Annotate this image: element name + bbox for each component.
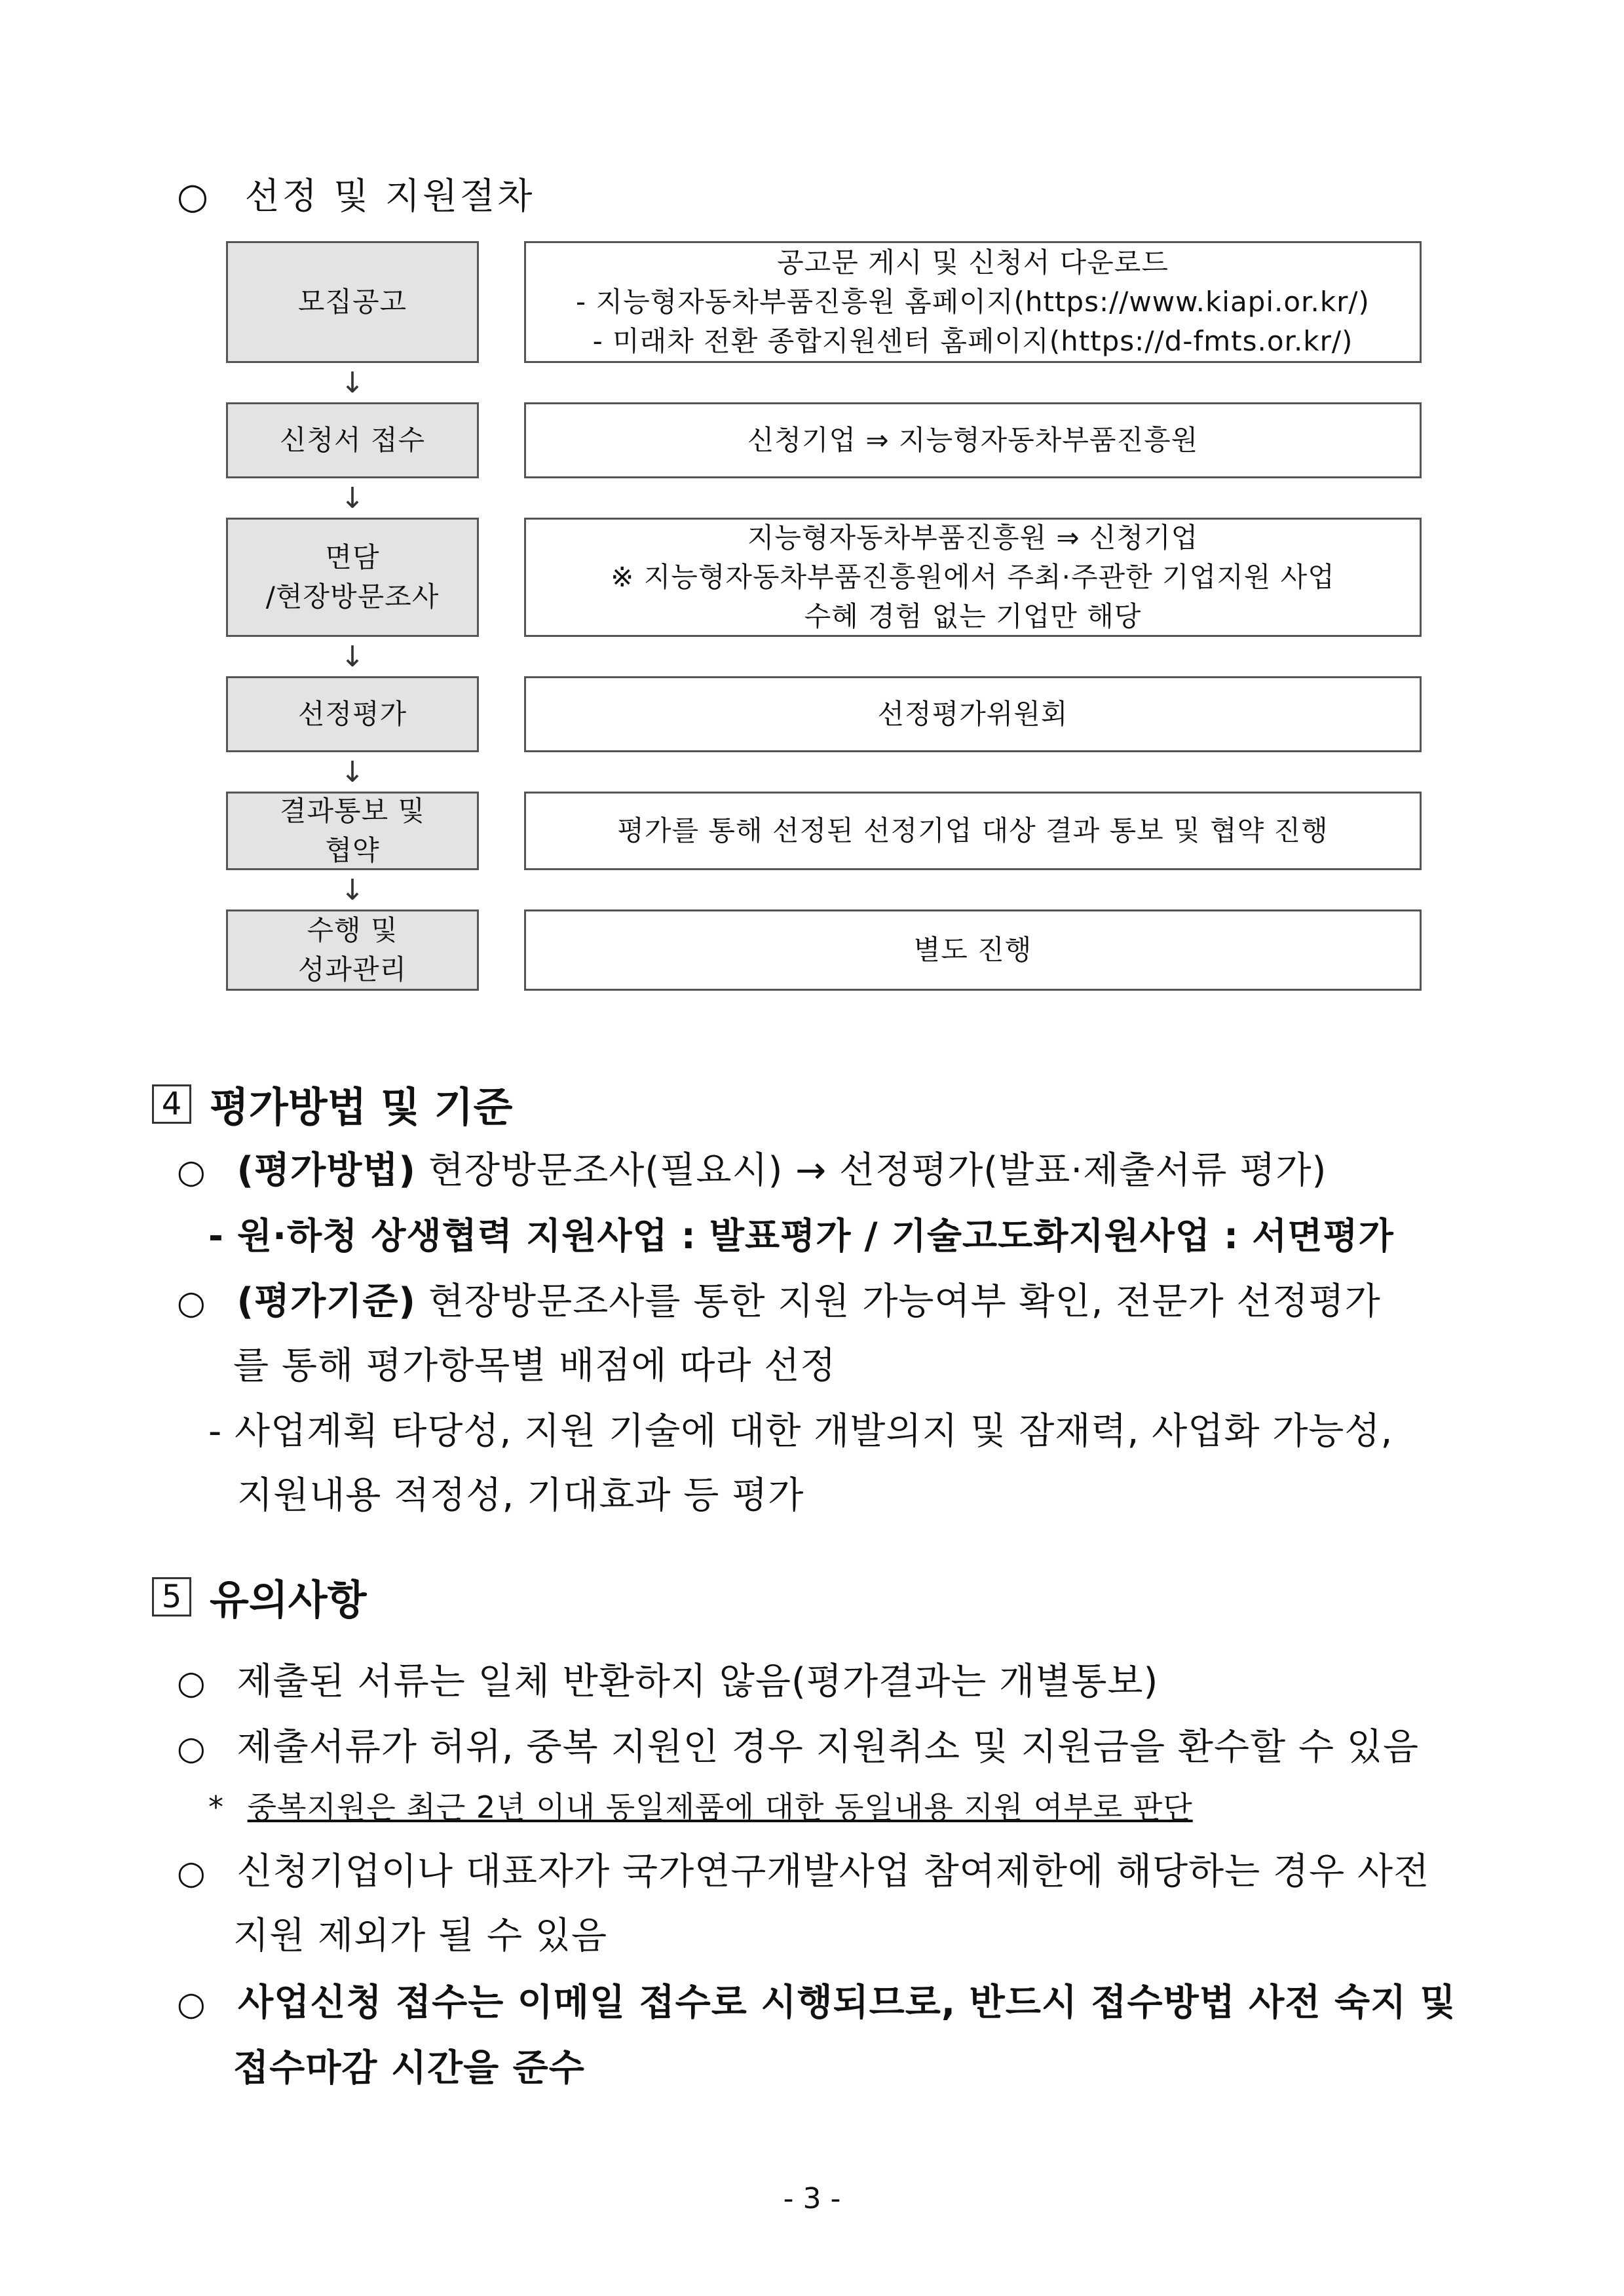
notice-item-3 [177, 1843, 1429, 1895]
step-desc-line: - 지능형자동차부품진흥원 홈페이지(https://www.kiapi.or.kr/) [576, 286, 1370, 318]
step-desc-box [524, 241, 1422, 363]
footnote-mark: * [208, 1789, 224, 1825]
step-desc-box [524, 676, 1422, 752]
footnote-text: 중복지원은 최근 2년 이내 동일제품에 대한 동일내용 지원 여부로 판단 [247, 1789, 1193, 1825]
step-desc-box [524, 909, 1422, 991]
procedure-title: 선정 및 지원절차 [244, 175, 535, 217]
step-desc-line: 선정평가위원회 [877, 698, 1068, 730]
step-box [226, 792, 479, 870]
step-desc-line: 신청기업 ⇒ 지능형자동차부품진흥원 [747, 424, 1199, 456]
step-box [226, 241, 479, 363]
page-number: - 3 - [783, 2182, 841, 2215]
down-arrow-icon: ↓ [340, 755, 365, 789]
step-desc-line: 평가를 통해 선정된 선정기업 대상 결과 통보 및 협약 진행 [617, 814, 1329, 847]
step-desc-box [524, 792, 1422, 870]
flow-step-agreement [226, 792, 1422, 870]
bullet-circle: ○ [177, 175, 211, 217]
step-box [226, 518, 479, 637]
eval-method-line [177, 1141, 1327, 1194]
section-heading: 유의사항 [210, 1576, 367, 1624]
bullet-circle: ○ [177, 1854, 206, 1892]
eval-method-text: 현장방문조사(필요시) → 선정평가(발표·제출서류 평가) [416, 1149, 1327, 1192]
step-desc-line: - 미래차 전환 종합지원센터 홈페이지(https://d-fmts.or.kr/) [592, 325, 1353, 357]
bullet-circle: ○ [177, 1985, 206, 2023]
flow-step-application [226, 402, 1422, 478]
step-desc-box [524, 518, 1422, 637]
step-label: 수행 및 [307, 914, 398, 946]
flow-step-management [226, 909, 1422, 991]
step-label: /현장방문조사 [265, 581, 440, 613]
step-label: 신청서 접수 [279, 424, 426, 456]
eval-criteria-sub: - 사업계획 타당성, 지원 기술에 대한 개발의지 및 잠재력, 사업화 가능성, [208, 1410, 1393, 1453]
section-heading: 평가방법 및 기준 [210, 1083, 513, 1131]
bullet-circle: ○ [177, 1664, 206, 1702]
step-label: 면담 [325, 541, 380, 573]
step-label: 성과관리 [297, 953, 407, 985]
notice-text: 신청기업이나 대표자가 국가연구개발사업 참여제한에 해당하는 경우 사전 [236, 1850, 1430, 1893]
eval-criteria-sub-cont: 지원내용 적정성, 기대효과 등 평가 [237, 1474, 804, 1517]
section-4-title [152, 1075, 512, 1133]
notice-text: 제출된 서류는 일체 반환하지 않음(평가결과는 개별통보) [236, 1660, 1159, 1703]
flow-step-recruit [226, 241, 1422, 363]
notice-text: 사업신청 접수는 이메일 접수로 시행되므로, 반드시 접수방법 사전 숙지 및 [238, 1981, 1456, 2024]
procedure-flowchart [226, 241, 1422, 991]
eval-criteria-text: 현장방문조사를 통한 지원 가능여부 확인, 전문가 선정평가 [416, 1280, 1381, 1323]
bullet-circle: ○ [177, 1153, 206, 1191]
bullet-circle: ○ [177, 1729, 206, 1767]
step-label: 협약 [325, 834, 380, 866]
notice-item-4 [177, 1974, 1456, 2026]
step-label: 모집공고 [297, 286, 407, 318]
down-arrow-icon: ↓ [340, 481, 365, 515]
step-label: 결과통보 및 [279, 795, 426, 827]
notice-item-1 [177, 1653, 1158, 1705]
eval-method-sub: - 원·하청 상생협력 지원사업 : 발표평가 / 기술고도화지원사업 : 서면평가 [208, 1215, 1394, 1257]
step-box [226, 909, 479, 991]
section-5-title [152, 1567, 367, 1626]
step-label: 선정평가 [297, 698, 407, 730]
down-arrow-icon: ↓ [340, 873, 365, 907]
step-desc-line: 수혜 경험 없는 기업만 해당 [804, 600, 1142, 632]
step-desc-line: ※ 지능형자동차부품진흥원에서 주최·주관한 기업지원 사업 [611, 561, 1335, 593]
notice-item-2 [177, 1718, 1419, 1770]
notice-footnote [208, 1784, 1193, 1827]
eval-criteria-label: (평가기준) [236, 1280, 417, 1323]
step-box [226, 676, 479, 752]
eval-criteria-line [177, 1272, 1381, 1325]
flow-step-evaluation [226, 676, 1422, 752]
step-box [226, 402, 479, 478]
eval-method-label: (평가방법) [236, 1149, 417, 1192]
eval-criteria-text-cont: 를 통해 평가항목별 배점에 따라 선정 [233, 1345, 837, 1387]
flow-step-interview [226, 518, 1422, 637]
notice-item-3-cont: 지원 제외가 될 수 있음 [233, 1915, 608, 1957]
down-arrow-icon: ↓ [340, 366, 365, 400]
step-desc-line: 지능형자동차부품진흥원 ⇒ 신청기업 [747, 522, 1199, 554]
notice-text: 제출서류가 허위, 중복 지원인 경우 지원취소 및 지원금을 환수할 수 있음 [236, 1726, 1420, 1769]
procedure-heading [177, 167, 535, 219]
step-desc-line: 별도 진행 [913, 934, 1032, 966]
step-desc-box [524, 402, 1422, 478]
down-arrow-icon: ↓ [340, 640, 365, 674]
step-desc-line: 공고문 게시 및 신청서 다운로드 [777, 246, 1169, 278]
section-number-box: 4 [152, 1084, 191, 1124]
bullet-circle: ○ [177, 1284, 206, 1322]
section-number-box: 5 [152, 1577, 191, 1617]
notice-item-4-cont: 접수마감 시간을 준수 [233, 2047, 585, 2090]
